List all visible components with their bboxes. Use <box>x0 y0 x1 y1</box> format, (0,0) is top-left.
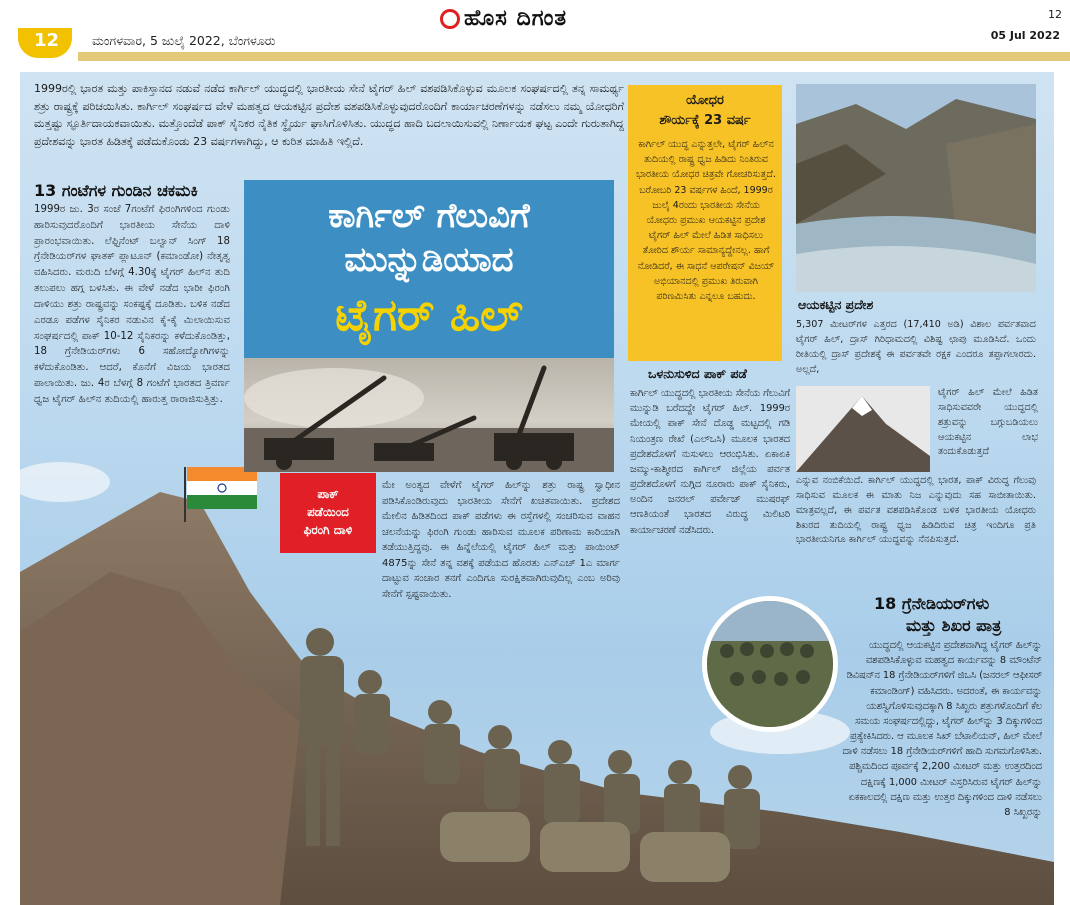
red-box-line-3: ಫಿರಂಗಿ ದಾಳಿ <box>303 523 353 537</box>
page-number: 12 <box>1048 8 1062 21</box>
headline-line-2: ಮುನ್ನುಡಿಯಾದ <box>344 240 514 280</box>
dateline: ಮಂಗಳವಾರ, 5 ಜುಲೈ 2022, ಬೆಂಗಳೂರು <box>92 33 276 48</box>
section-body-grenadiers: ಯುದ್ಧದಲ್ಲಿ ಆಯಕಟ್ಟಿನ ಪ್ರದೇಶವಾಗಿದ್ದ ಟೈಗರ್ ಹಿಲ್‌ನ್ನು ವಶಪಡಿಸಿಕೊಳ್ಳುವ ಮಹತ್ವದ ಕಾರ್ಯವನ್ನು 8 ಮೌಂಟೆನ್ ಡಿವಿಷನ್‌ನ 18 ಗ್ರೆನೇಡಿಯರ್‌ಗಳಿಗೆ ಜಿಒಸಿ (ಜನರಲ್ ಆಫೀಸರ್ ಕಮಾಂಡಿಂಗ್) ವಹಿಸಿದರು. ಅದರಂತೆ, ಈ ಕಾರ್ಯವನ್ನು ಯಶಸ್ವಿಗೊಳಿಸುವುದಕ್ಕಾಗಿ 8 ಸಿಖ್ಖರು ಶತ್ರುಗಳೊಂದಿಗೆ ಕೆಲ ಸಮಯ ಸಂಘರ್ಷದಲ್ಲಿದ್ದು, ಟೈಗರ್ ಹಿಲ್‌ನ್ನು 3 ದಿಕ್ಕುಗಳಿಂದ ಪ್ರತ್ಯೇಕಿಸಿದರು. ಆ ಮೂಲಕ ಸಿಖ್ ಬೆಟಾಲಿಯನ್, ಹಿಲ್ ಮೇಲೆ ದಾಳಿ ನಡೆಸಲು 18 ಗ್ರೆನೇಡಿಯರ್‌ಗಳಿಗೆ ಹಾದಿ ಸುಗಮಗೊಳಿಸಿತು. ಪಶ್ಚಿಮದಿಂದ ಪೂರ್ವಕ್ಕೆ 2,200 ಮೀಟರ್ ಮತ್ತು ಉತ್ತರದಿಂದ ದಕ್ಷಿಣಕ್ಕೆ 1,000 ಮೀಟರ್ ವಿಸ್ತರಿಸಿರುವ ಟೈಗರ್ ಹಿಲ್‌ನ್ನು ಏಕಕಾಲದಲ್ಲಿ ದಕ್ಷಿಣ ಮತ್ತು ಉತ್ತರ ದಿಕ್ಕುಗಳಿಂದ ದಾಳಿ ನಡೆಸಲು 8 ಸಿಖ್ಖರನ್ನು <box>842 640 1042 818</box>
grenadiers-circle-photo <box>702 596 838 732</box>
newspaper-logo <box>440 6 567 31</box>
middle-paragraph: ಮೇ ಅಂತ್ಯದ ವೇಳೆಗೆ ಟೈಗರ್ ಹಿಲ್‌ನ್ನು ಶತ್ರು ರಾಷ್ಟ್ರ ಸ್ವಾಧೀನ ಪಡಿಸಿಕೊಂಡಿರುವುದು ಭಾರತೀಯ ಸೇನೆಗೆ ಖಚಿತವಾಯಿತು. ಪ್ರದೇಶದ ಮೇಲಿನ ಹಿಡಿತದಿಂದ ಪಾಕ್ ಪಡೆಗಳು ಈ ರಸ್ತೆಗಳಲ್ಲಿ ಸಂಚರಿಸುವ ವಾಹನ ಚಲನೆಯನ್ನು ಫಿರಂಗಿ ಗುಂಡು ಹಾರಿಸುವ ಮೂಲಕ ಪರಿಣಾಮ ಕಾರಿಯಾಗಿ ತಡೆಯುತ್ತಿದ್ದವು. ಈ ಹಿನ್ನೆಲೆಯಲ್ಲಿ ಟೈಗರ್ ಹಿಲ್ ಮತ್ತು ಪಾಯಿಂಟ್ 4875ನ್ನು ಸೇನೆ ತನ್ನ ವಶಕ್ಕೆ ಪಡೆಯದ ಹೊರತು ಎನ್‌ಎಚ್ 1ಎ ಮಾರ್ಗ ದಾಟ್ಟುವ ಸಂಚಾರ ತನಗೆ ಎಂದಿಗೂ ಸುರಕ್ಷಿತವಾಗಿರುವುದಿಲ್ಲ ಎಂಬ ಅರಿವು ಸೇನೆಗೆ ಸ್ಪಷ್ಟವಾಯಿತು. <box>382 480 620 600</box>
valley-photo <box>796 84 1036 292</box>
section-heading-grenadiers-2: ಮತ್ತು ಶಿಖರ ಪಾತ್ರ <box>906 616 1002 635</box>
page-badge <box>18 28 72 58</box>
logo-mark-icon <box>440 9 460 29</box>
artillery-photo <box>244 358 614 472</box>
section-heading-pak-infiltration: ಒಳನುಸುಳಿದ ಪಾಕ್ ಪಡೆ <box>648 366 747 381</box>
red-caption-box <box>280 473 376 553</box>
headline-box <box>244 180 614 358</box>
section-body-pak-infiltration: ಕಾರ್ಗಿಲ್ ಯುದ್ಧದಲ್ಲಿ ಭಾರತೀಯ ಸೇನೆಯ ಗೆಲುವಿಗೆ ಮುನ್ನುಡಿ ಬರೆದದ್ದೇ ಟೈಗರ್ ಹಿಲ್. 1999ರ ಮೇಯಲ್ಲಿ ಪಾಕ್ ಸೇನೆ ದೊಡ್ಡ ಮಟ್ಟದಲ್ಲಿ ಗಡಿ ನಿಯಂತ್ರಣ ರೇಖೆ (ಎಲ್‌ಒಸಿ) ಮೂಲಕ ಭಾರತದ ಪ್ರದೇಶದೊಳಗೆ ನುಸುಳಲು ಆರಂಭಿಸಿತು. ಏಕಾಏಕಿ ಜಮ್ಮು-ಕಾಶ್ಮೀರದ ಕಾರ್ಗಿಲ್ ಜಿಲ್ಲೆಯ ಪರ್ವತ ಪ್ರದೇಶದೊಳಗೆ ನುಗ್ಗಿದ ನೂರಾರು ಪಾಕ್ ಸೈನಿಕರು, ಅಂದಿನ ಜನರಲ್ ಪರ್ವೇಜ್ ಮುಷರಫ್ ಆಣತಿಯಂತೆ ಭಾರತದ ವಿರುದ್ಧ ಮಿಲಿಟರಿ ಕಾರ್ಯಾಚರಣೆ ನಡೆಸಿದರು. <box>630 388 790 536</box>
section-body-13-hours: 1999ರ ಜು. 3ರ ಸಂಜೆ 7ಗಂಟೆಗೆ ಫಿರಂಗಿಗಳಿಂದ ಗುಂಡು ಹಾರಿಸುವುದರೊಂದಿಗೆ ಭಾರತೀಯ ಸೇನೆಯ ದಾಳಿ ಪ್ರಾರಂಭವಾಯಿತು. ಲೆಫ್ಟಿನೆಂಟ್ ಬಲ್ವಾನ್ ಸಿಂಗ್ 18 ಗ್ರೆನೇಡಿಯರ್‌ಗಳ ಘಾತಕ್ ಪ್ಲಾಟೂನ್‌ (ಕಮಾಂಡೋ) ನೇತೃತ್ವ ವಹಿಸಿದರು. ಮರುದಿ ಬೆಳಗ್ಗೆ 4.30ಕ್ಕೆ ಟೈಗರ್ ಹಿಲ್‌ನ ತುದಿ ತಲುಪಲು ಹಗ್ಗ ಬಳಸಿತು. ಈ ವೇಳೆ ನಡೆದ ಭಾರೀ ಫಿರಂಗಿ ದಾಳಿಯು ಶತ್ರು ರಾಷ್ಟ್ರವನ್ನು ಸಂಕಷ್ಟಕ್ಕೆ ದೂಡಿತು. ಬಳಿಕ ನಡೆದ ಎರಡೂ ಪಡೆಗಳ ಸೈನಿಕರ ನಡುವಿನ ಕೈ-ಕೈ ಮಿಲಾಯಿಸುವ ಸಂಘರ್ಷದಲ್ಲಿ ಪಾಕ್ 10-12 ಸೈನಿಕರನ್ನು ಕಳೆದುಕೊಂಡಿತ್ತು, 18 ಗ್ರೆನೇಡಿಯರ್‌ಗಳು 6 ಸಹೋದ್ಯೋಗಿಗಳನ್ನು ಕಳೆದುಕೊಂಡಿತು. ಆದರೆ, ಕೊನೆಗೆ ವಿಜಯ ಭಾರತದ ಪಾಲಾಯಿತು. ಜು. 4ರ ಬೆಳಗ್ಗೆ 8 ಗಂಟೆಗೆ ಭಾರತದ ತ್ರಿವರ್ಣ ಧ್ವಜ ಟೈಗರ್ ಹಿಲ್‌ನ ತುದಿಯಲ್ಲಿ ಹಾರುತ್ತ ರಾರಾಜಿಸುತ್ತಿತ್ತು. <box>34 204 230 405</box>
yellow-box-title-1: ಯೋಧರ <box>686 93 724 108</box>
yellow-box-body: ಕಾರ್ಗಿಲ್ ಯುದ್ಧ ಎನ್ನುತ್ತಲೇ, ಟೈಗರ್ ಹಿಲ್‌ನ ತುದಿಯಲ್ಲಿ ರಾಷ್ಟ್ರ ಧ್ವಜ ಹಿಡಿದು ನಿಂತಿರುವ ಭಾರತೀಯ ಯೋಧರ ಚಿತ್ರವೇ ಗೋಚರಿಸುತ್ತದೆ. ಬರೋಬರಿ 23 ವರ್ಷಗಳ ಹಿಂದೆ, 1999ರ ಜುಲೈ 4ರಂದು ಭಾರತೀಯ ಸೇನೆಯ ಯೋಧರು ಪ್ರಮುಖ ಆಯಕಟ್ಟಿನ ಪ್ರದೇಶ ಟೈಗರ್ ಹಿಲ್ ಮೇಲೆ ಹಿಡಿತ ಸಾಧಿಸಲು ತೋರಿದ ಶೌರ್ಯ ಸಾಮಾನ್ಯದ್ದೇನಲ್ಲ. ಹಾಗೆ ನೋಡಿದರೆ, ಈ ಸಾಧನೆ ಆಪರೇಷನ್ ವಿಜಯ್ ಅಭಿಯಾನದಲ್ಲಿ ಪ್ರಮುಖ ತಿರುವಾಗಿ ಪರಿಣಮಿಸಿತು ಎನ್ನಲೂ ಬಹುದು. <box>636 139 776 302</box>
soldiers-bravery-box <box>628 85 782 361</box>
artillery-illustration <box>244 358 614 472</box>
intro-paragraph: 1999ರಲ್ಲಿ ಭಾರತ ಮತ್ತು ಪಾಕಿಸ್ತಾನದ ನಡುವೆ ನಡೆದ ಕಾರ್ಗಿಲ್ ಯುದ್ಧದಲ್ಲಿ ಭಾರತೀಯ ಸೇನೆ ಟೈಗರ್ ಹಿಲ್ ವಶಪಡಿಸಿಕೊಳ್ಳುವ ಮೂಲಕ ಸಂಘರ್ಷದಲ್ಲಿ ತನ್ನ ಸಾಮರ್ಥ್ಯ ಶತ್ರು ರಾಷ್ಟ್ರಕ್ಕೆ ಪರಿಚಯಿಸಿತು. ಕಾರ್ಗಿಲ್ ಸಂಘರ್ಷದ ವೇಳೆ ಮಹತ್ವದ ಆಯಕಟ್ಟಿನ ಪ್ರದೇಶ ವಶಪಡಿಸಿಕೊಳ್ಳುವುದರೊಂದಿಗೆ ಕಾರ್ಯಾಚರಣೆಗಳನ್ನು ನಡೆಸಲು ನಮ್ಮ ಯೋಧರಿಗೆ ಮತ್ತಷ್ಟು ಸ್ಫೂರ್ತಿದಾಯಕವಾಯಿತು. ಮತ್ತೊಂದೆಡೆ ಪಾಕ್ ಸೈನಿಕರ ನೈತಿಕ ಸ್ಥೈರ್ಯ ಘಾಸಿಗೊಳಿಸಿತು. ಯುದ್ಧದ ಹಾದಿ ಬದಲಾಯಿಸುವಲ್ಲಿ ನಿರ್ಣಾಯಕ ಘಟ್ಟ ಎಂದೇ ಗುರುತಾಗಿದ್ದ ಪ್ರದೇಶವನ್ನು ಭಾರತ ಹಿಡಿತಕ್ಕೆ ಪಡೆದುಕೊಂಡು 23 ವರ್ಷಗಳಾಗಿದ್ದು, ಆ ಕುರಿತ ಮಾಹಿತಿ ಇಲ್ಲಿದೆ. <box>34 82 624 148</box>
red-box-line-2: ಪಡೆಯಿಂದ <box>307 505 349 519</box>
peak-illustration <box>796 386 930 472</box>
section-body-strategic-region-side: ಟೈಗರ್ ಹಿಲ್ ಮೇಲೆ ಹಿಡಿತ ಸಾಧಿಸುವವರೇ ಯುದ್ಧದಲ್ಲಿ ಶತ್ರುವನ್ನು ಬಗ್ಗುಬಡಿಯಲು ಆಯಕಟ್ಟಿನ ಲಾಭ ತಂದುಕೊಡುತ್ತದೆ <box>938 387 1038 458</box>
page-badge-number: 12 <box>34 30 60 51</box>
headline-line-3: ಟೈಗರ್ ಹಿಲ್ <box>335 290 523 341</box>
section-heading-grenadiers-1: 18 ಗ್ರೆನೇಡಿಯರ್‌ಗಳು <box>874 594 990 613</box>
section-body-strategic-region-top: 5,307 ಮೀಟರ್‌ಗಳ ಎತ್ತರದ (17,410 ಅಡಿ) ವಿಶಾಲ ಪರ್ವತವಾದ ಟೈಗರ್ ಹಿಲ್, ದ್ರಾಸ್ ಗಿರಿಧಾಮದಲ್ಲಿ ವಿಶಿಷ್ಟ ಛಾಪು ಮೂಡಿಸಿದೆ. ಒಂದು ರೀತಿಯಲ್ಲಿ ದ್ರಾಸ್ ಪ್ರದೇಶಕ್ಕೆ ಈ ಪರ್ವತವೇ ರಕ್ಷಕ ಎಂದರೂ ತಪ್ಪಾಗಲಾರದು. ಅಲ್ಲದೆ, <box>796 319 1036 375</box>
header-rule <box>78 52 1070 61</box>
grenadiers-illustration <box>707 601 833 727</box>
valley-illustration <box>796 84 1036 292</box>
red-box-line-1: ಪಾಕ್ <box>317 487 339 501</box>
yellow-box-title-2: ಶೌರ್ಯಕ್ಕೆ 23 ವರ್ಷ <box>659 113 751 128</box>
section-heading-strategic-region: ಆಯಕಟ್ಟಿನ ಪ್ರದೇಶ <box>798 297 874 312</box>
logo-text: ಹೊಸ ದಿಗಂತ <box>464 6 568 31</box>
section-heading-13-hours: 13 ಗಂಟೆಗಳ ಗುಂಡಿನ ಚಕಮಕಿ <box>34 181 198 200</box>
edition-date: 05 Jul 2022 <box>990 29 1060 42</box>
section-body-strategic-region-bottom: ಎನ್ನುವ ನಂಬಿಕೆಯಿದೆ. ಕಾರ್ಗಿಲ್ ಯುದ್ಧದಲ್ಲಿ ಭಾರತ, ಪಾಕ್ ವಿರುದ್ಧ ಗೆಲುವು ಸಾಧಿಸುವ ಮೂಲಕ ಈ ಮಾತು ನಿಜ ಎನ್ನುವುದು ಸಹ ಸಾಬೀತಾಯಿತು. ಮಾತ್ರವಲ್ಲದೆ, ಈ ಪರ್ವತ ವಶಪಡಿಸಿಕೊಂಡ ಬಳಿಕ ಭಾರತೀಯ ಯೋಧರು ಶಿಖರದ ತುದಿಯಲ್ಲಿ ರಾಷ್ಟ್ರ ಧ್ವಜ ಹಿಡಿದಿರುವ ಚಿತ್ರ ಇಂದಿಗೂ ಪ್ರತಿ ಭಾರತೀಯನಿಗೂ ಕಾರ್ಗಿಲ್ ಯುದ್ಧವನ್ನು ನೆನಪಿಸುತ್ತದೆ. <box>796 475 1036 546</box>
peak-photo <box>796 386 930 472</box>
headline-line-1: ಕಾರ್ಗಿಲ್ ಗೆಲುವಿಗೆ <box>328 196 530 236</box>
